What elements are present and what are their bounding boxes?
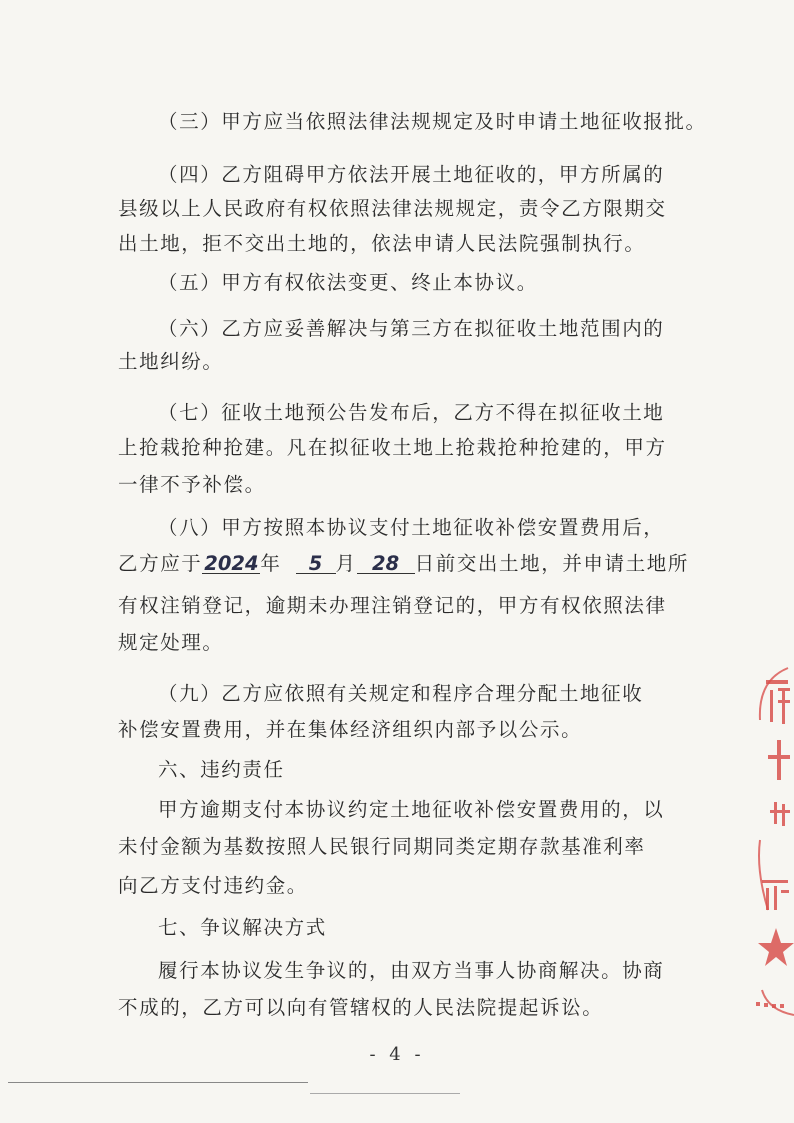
page-number: - 4 - <box>369 1044 425 1065</box>
paragraph-8-line-4: 规定处理。 <box>118 631 224 654</box>
paragraph-8-line-3: 有权注销登记，逾期未办理注销登记的，甲方有权依照法律 <box>118 594 667 617</box>
paragraph-9-line-1: （九）乙方应依照有关规定和程序合理分配土地征收 <box>158 682 644 705</box>
handover-prefix: 乙方应于 <box>118 552 203 575</box>
paragraph-4-line-1: （四）乙方阻碍甲方依法开展土地征收的，甲方所属的 <box>158 163 665 186</box>
bottom-rule-mid <box>310 1093 460 1094</box>
section-heading-dispute: 七、争议解决方式 <box>158 916 327 939</box>
paragraph-8-line-2 <box>118 551 689 577</box>
paragraph-6-line-1: （六）乙方应妥善解决与第三方在拟征收土地范围内的 <box>158 317 665 340</box>
handover-day: 28 <box>357 551 415 577</box>
handover-year-unit: 年 <box>260 552 282 575</box>
paragraph-7-line-2: 上抢栽抢种抢建。凡在拟征收土地上抢栽抢种抢建的，甲方 <box>118 436 667 459</box>
handover-month: 5 <box>296 551 336 577</box>
official-seal-stamp <box>748 660 794 1030</box>
paragraph-3: （三）甲方应当依照法律法规规定及时申请土地征收报批。 <box>158 110 707 133</box>
breach-line-1: 甲方逾期支付本协议约定土地征收补偿安置费用的，以 <box>158 798 665 821</box>
bottom-rule-left <box>8 1082 308 1083</box>
handover-suffix: 日前交出土地，并申请土地所 <box>414 552 689 575</box>
breach-line-2: 未付金额为基数按照人民银行同期同类定期存款基准利率 <box>118 835 646 858</box>
handover-month-unit: 月 <box>335 552 357 575</box>
paragraph-4-line-3: 出土地，拒不交出土地的，依法申请人民法院强制执行。 <box>118 232 646 255</box>
breach-line-3: 向乙方支付违约金。 <box>118 874 308 897</box>
dispute-line-1: 履行本协议发生争议的，由双方当事人协商解决。协商 <box>158 959 665 982</box>
paragraph-8-line-1: （八）甲方按照本协议支付土地征收补偿安置费用后， <box>158 516 665 539</box>
section-heading-breach: 六、违约责任 <box>158 758 285 781</box>
paragraph-7-line-3: 一律不予补偿。 <box>118 473 266 496</box>
handover-year: 2024 <box>204 552 259 575</box>
paragraph-6-line-2: 土地纠纷。 <box>118 350 224 373</box>
paragraph-7-line-1: （七）征收土地预公告发布后，乙方不得在拟征收土地 <box>158 401 665 424</box>
paragraph-4-line-2: 县级以上人民政府有权依照法律法规规定，责令乙方限期交 <box>118 197 667 220</box>
paragraph-9-line-2: 补偿安置费用，并在集体经济组织内部予以公示。 <box>118 718 583 741</box>
paragraph-5: （五）甲方有权依法变更、终止本协议。 <box>158 271 538 294</box>
dispute-line-2: 不成的，乙方可以向有管辖权的人民法院提起诉讼。 <box>118 996 604 1019</box>
